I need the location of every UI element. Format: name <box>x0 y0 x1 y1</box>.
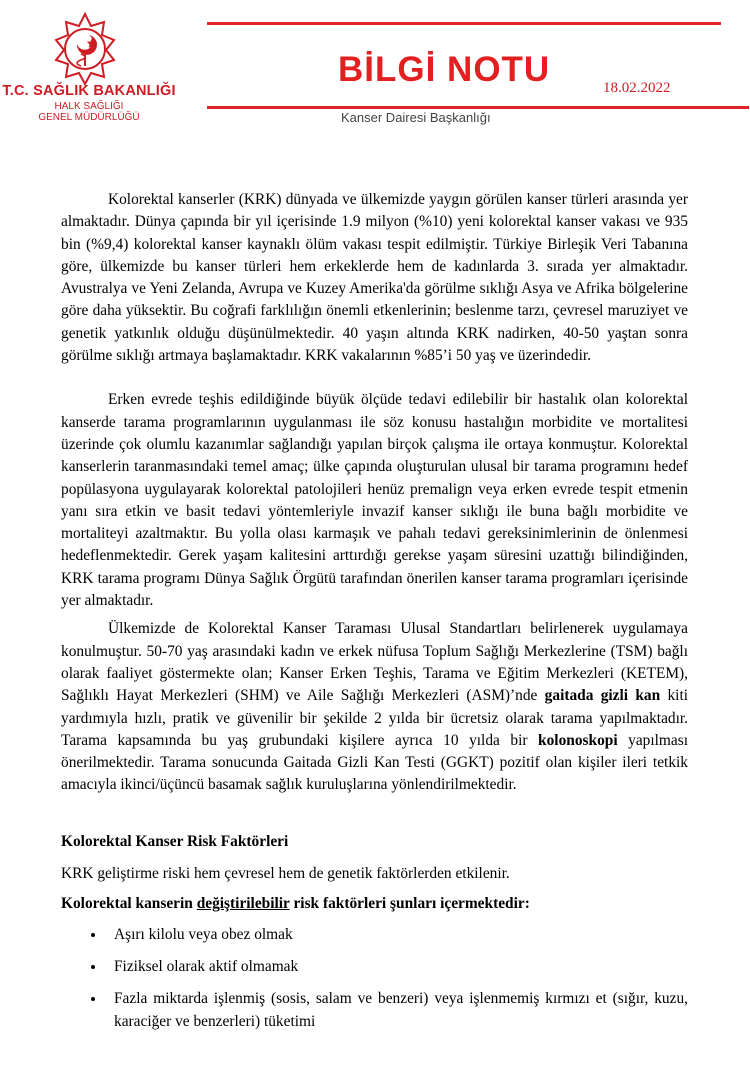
paragraph-2: Erken evrede teşhis edildiğinde büyük ölçüde tedavi edilebilir bir hastalık olan kolorektal kanserde tarama programlarının uygulanması ile söz konusu hastalığın morbidite ve mortalitesi üzerinde çok olumlu kazanımlar sağlandığı yapılan birçok çalışma ile ortaya konmuştur. Kolorektal kanserlerin taranmasındaki temel amaç; ülke çapında oluşturulan ulusal bir tarama programını hedef popülasyona uygulayarak kolorektal patolojileri henüz premalign veya erken evrede tespit etmenin yanı sıra etkin ve basit tedavi yöntemleriyle invazif kanser sıklığı ile buna bağlı morbidite ve mortaliteyi azaltmaktır. Bu yolla olası karmaşık ve pahalı tedavi gereksinimlerinin de önlenmesi hedeflenmektedir. Gerek yaşam kalitesini arttırdığı gerekse yaşam süresini uzattığı bilindiğinden, KRK tarama programı Dünya Sağlık Örgütü tarafından önerilen kanser tarama programları içerisinde yer almaktadır. <box>61 391 688 610</box>
paragraph-3-text-3: yapılması önerilmektedir. Tarama sonucunda Gaitada Gizli Kan Testi (GGKT) pozitif olan kişiler ileri tetkik amacıyla ikinci/üçüncü basamak sağlık kuruluşlarına yönlendirilmektedir. <box>61 731 688 794</box>
document-body <box>61 189 688 1043</box>
header-top-rule <box>207 22 721 25</box>
modifiable-underlined: değiştirilebilir <box>196 895 290 913</box>
paragraph-3-bold-1: gaitada gizli kan <box>544 687 661 705</box>
risk-factor-list <box>61 924 688 1033</box>
department-name: Kanser Dairesi Başkanlığı <box>341 110 491 125</box>
ministry-name <box>0 84 178 123</box>
modifiable-risk-heading <box>61 893 688 915</box>
document-header <box>0 0 750 130</box>
document-title: BİLGİ NOTU <box>338 50 551 89</box>
paragraph-3-text-2: kiti yardımıyla hızlı, pratik ve güvenilir bir şekilde 2 yılda bir ücretsiz olarak tarama yapılmaktadır. Tarama kapsamında bu yaş grubundaki kişilere ayrıca 10 yılda bir <box>61 687 689 749</box>
ministry-line-2: HALK SAĞLIĞI <box>54 100 124 112</box>
header-bottom-rule <box>207 106 749 109</box>
modifiable-prefix: Kolorektal kanserin <box>61 895 197 913</box>
paragraph-3 <box>61 618 688 796</box>
list-item: • Fiziksel olarak aktif olmamak <box>106 956 688 978</box>
document-date: 18.02.2022 <box>603 80 671 96</box>
list-item: • Fazla miktarda işlenmiş (sosis, salam ve benzeri) veya işlenmemiş kırmızı et (sığır, kuzu, karaciğer ve benzerleri) tüketimi <box>106 988 688 1033</box>
ministry-line-1: T.C. SAĞLIK BAKANLIĞI <box>2 83 176 99</box>
paragraph-1: Kolorektal kanserler (KRK) dünyada ve ülkemizde yaygın görülen kanser türleri arasında yer almaktadır. Dünya çapında bir yıl içerisinde 1.9 milyon (%10) yeni kolorektal kanser vakası ve 935 bin (%9,4) kolorektal kanser kaynaklı ölüm vakası tespit edilmiştir. Türkiye Birleşik Veri Tabanına göre, ülkemizde bu kanser türleri hem erkeklerde hem de kadınlarda 3. sırada yer almaktadır. Avustralya ve Yeni Zelanda, Avrupa ve Kuzey Amerika'da görülme sıklığı Asya ve Afrika bölgelerine göre daha yüksektir. Bu coğrafi farklılığın önemli etkenlerinin; beslenme tarzı, çevresel maruziyet ve genetik yatkınlık olduğu düşünülmektedir. 40 yaşın altında KRK nadirken, 40-50 yaştan sonra görülme sıklığı artmaya başlamaktadır. KRK vakalarının %85’i 50 yaş ve üzerindedir. <box>61 191 688 365</box>
risk-factors-heading: Kolorektal Kanser Risk Faktörleri <box>61 832 289 850</box>
paragraph-3-bold-2: kolonoskopi <box>538 731 618 749</box>
paragraph-3-text-1: Ülkemizde de Kolorektal Kanser Taraması Ulusal Standartları belirlenerek uygulamaya konulmuştur. 50-70 yaş arasındaki kadın ve erkek nüfusa Toplum Sağlığı Merkezlerine (TSM) bağlı olarak faaliyet göstermekte olan; Kanser Erken Teşhis, Tarama ve Eğitim Merkezleri (KETEM), Sağlıklı Hayat Merkezleri (SHM) ve Aile Sağlığı Merkezleri (ASM)’nde <box>61 620 688 705</box>
ministry-line-3: GENEL MÜDÜRLÜĞÜ <box>38 111 140 123</box>
list-item: • Aşırı kilolu veya obez olmak <box>106 924 688 946</box>
ministry-emblem-icon <box>50 10 120 88</box>
risk-intro: KRK geliştirme riski hem çevresel hem de genetik faktörlerden etkilenir. <box>61 865 510 883</box>
modifiable-suffix: risk faktörleri şunları içermektedir: <box>289 895 530 913</box>
